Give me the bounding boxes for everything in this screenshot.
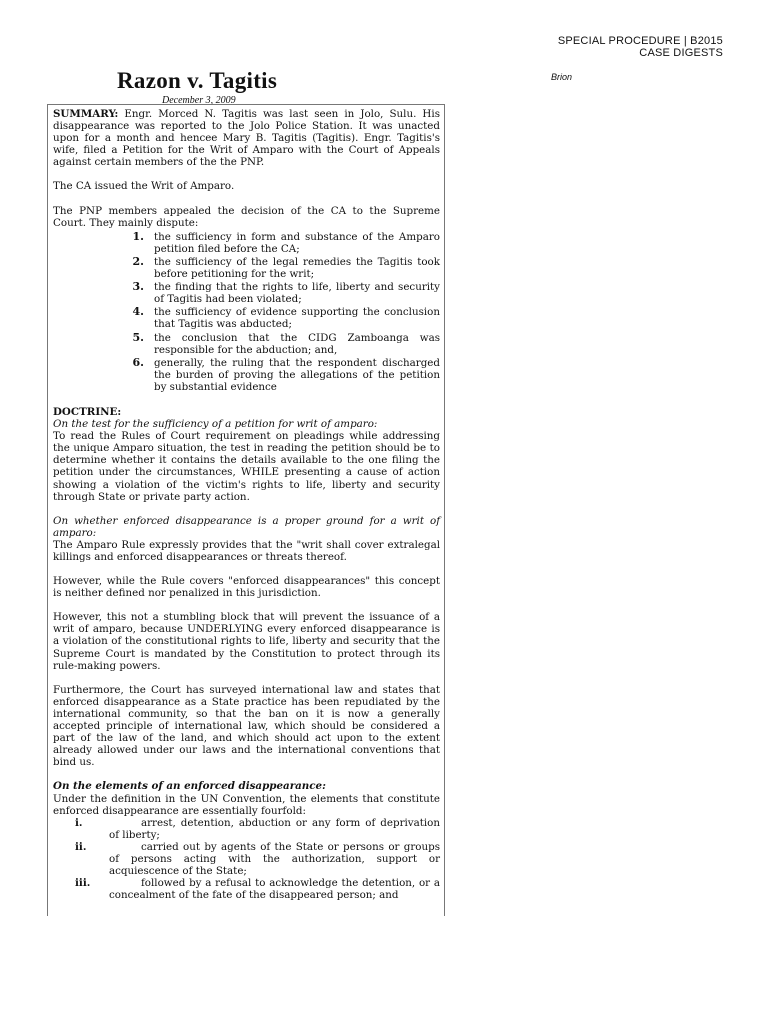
list-item: 3. the finding that the rights to life, liberty and security of Tagitis had been violated; — [132, 280, 440, 306]
doctrine-amparo-rule: The Amparo Rule expressly provides that the "writ shall cover extralegal killings and enforced disappearances or threats thereof. — [53, 538, 440, 563]
summary-ca-writ: The CA issued the Writ of Amparo. — [53, 180, 235, 193]
list-item: 5. the conclusion that the CIDG Zamboanga was responsible for the abduction; and, — [132, 330, 440, 356]
case-date: December 3, 2009 — [162, 95, 236, 106]
doctrine-sufficiency-text: To read the Rules of Court requirement on pleadings while addressing the unique Amparo situation, the test in reading the petition should be to determine whether it contains the details available to the one filing the petition under the circumstances, WHILE presenting a cause of action showing a violation of the victim's rights to life, liberty and security through State or private party action. — [53, 430, 440, 503]
case-title: Razon v. Tagitis — [117, 68, 278, 93]
doctrine-subheading-sufficiency: On the test for the sufficiency of a petition for writ of amparo: — [53, 418, 378, 431]
list-item: ii. carried out by agents of the State or persons or groups of persons acting with the authorization, support or acquiescence of the State; — [75, 840, 440, 878]
list-item: 6. generally, the ruling that the respondent discharged the burden of proving the allegations of the petition by substantial evidence — [132, 355, 440, 393]
header-subtitle: CASE DIGESTS — [639, 47, 723, 59]
list-item: i. arrest, detention, abduction or any form of deprivation of liberty; — [75, 816, 440, 841]
doctrine-subheading-elements: On the elements of an enforced disappearance: — [53, 780, 326, 793]
header-course: SPECIAL PROCEDURE | B2015 — [557, 35, 723, 47]
doctrine-underlying: However, this not a stumbling block that will prevent the issuance of a writ of amparo, because UNDERLYING every enforced disappearance is a violation of the constitutional rights to life, liberty and security that the Supreme Court is mandated by the Constitution to protect through its rule-making powers. — [53, 611, 440, 672]
list-item: 2. the sufficiency of the legal remedies the Tagitis took before petitioning for the writ; — [132, 254, 440, 281]
summary-text: Engr. Morced N. Tagitis was last seen in Jolo, Sulu. His disappearance was reported to the Jolo Police Station. It was unacted upon for a month and hencee Mary B. Tagitis (Tagitis). Engr. Tagitis's wife, filed a Petition for the Writ of Amparo with the Court of Appeals against certain members of the the PNP. — [53, 108, 440, 169]
doctrine-un-definition: Under the definition in the UN Convention, the elements that constitute enforced disappearance are essentially fourfold: — [53, 792, 440, 817]
author-name: Brion — [551, 72, 573, 82]
summary-paragraph — [53, 108, 440, 168]
list-item: 1. the sufficiency in form and substance of the Amparo petition filed before the CA; — [132, 229, 440, 255]
doctrine-label: DOCTRINE: — [53, 405, 122, 418]
digest-box — [47, 104, 445, 916]
summary-label: SUMMARY: — [53, 108, 119, 120]
summary-appeal: The PNP members appealed the decision of the CA to the Supreme Court. They mainly dispute: — [53, 204, 440, 229]
doctrine-international-law: Furthermore, the Court has surveyed international law and states that enforced disappearance as a State practice has been repudiated by the international community, so that the ban on it is now a generally accepted principle of international law, which should be considered a part of the law of the land, and which should act upon to the extent already allowed under our laws and the international conventions that bind us. — [53, 683, 440, 769]
list-item: 4. the sufficiency of evidence supporting the conclusion that Tagitis was abducted; — [132, 305, 440, 331]
doctrine-not-defined: However, while the Rule covers "enforced disappearances" this concept is neither defined nor penalized in this jurisdiction. — [53, 575, 440, 600]
list-item: iii. followed by a refusal to acknowledge the detention, or a concealment of the fate of the disappeared person; and — [75, 877, 440, 902]
page-header — [558, 35, 723, 59]
doctrine-subheading-enforced: On whether enforced disappearance is a proper ground for a writ of amparo: — [53, 514, 440, 539]
elements-list — [53, 817, 440, 902]
dispute-list — [53, 231, 440, 393]
